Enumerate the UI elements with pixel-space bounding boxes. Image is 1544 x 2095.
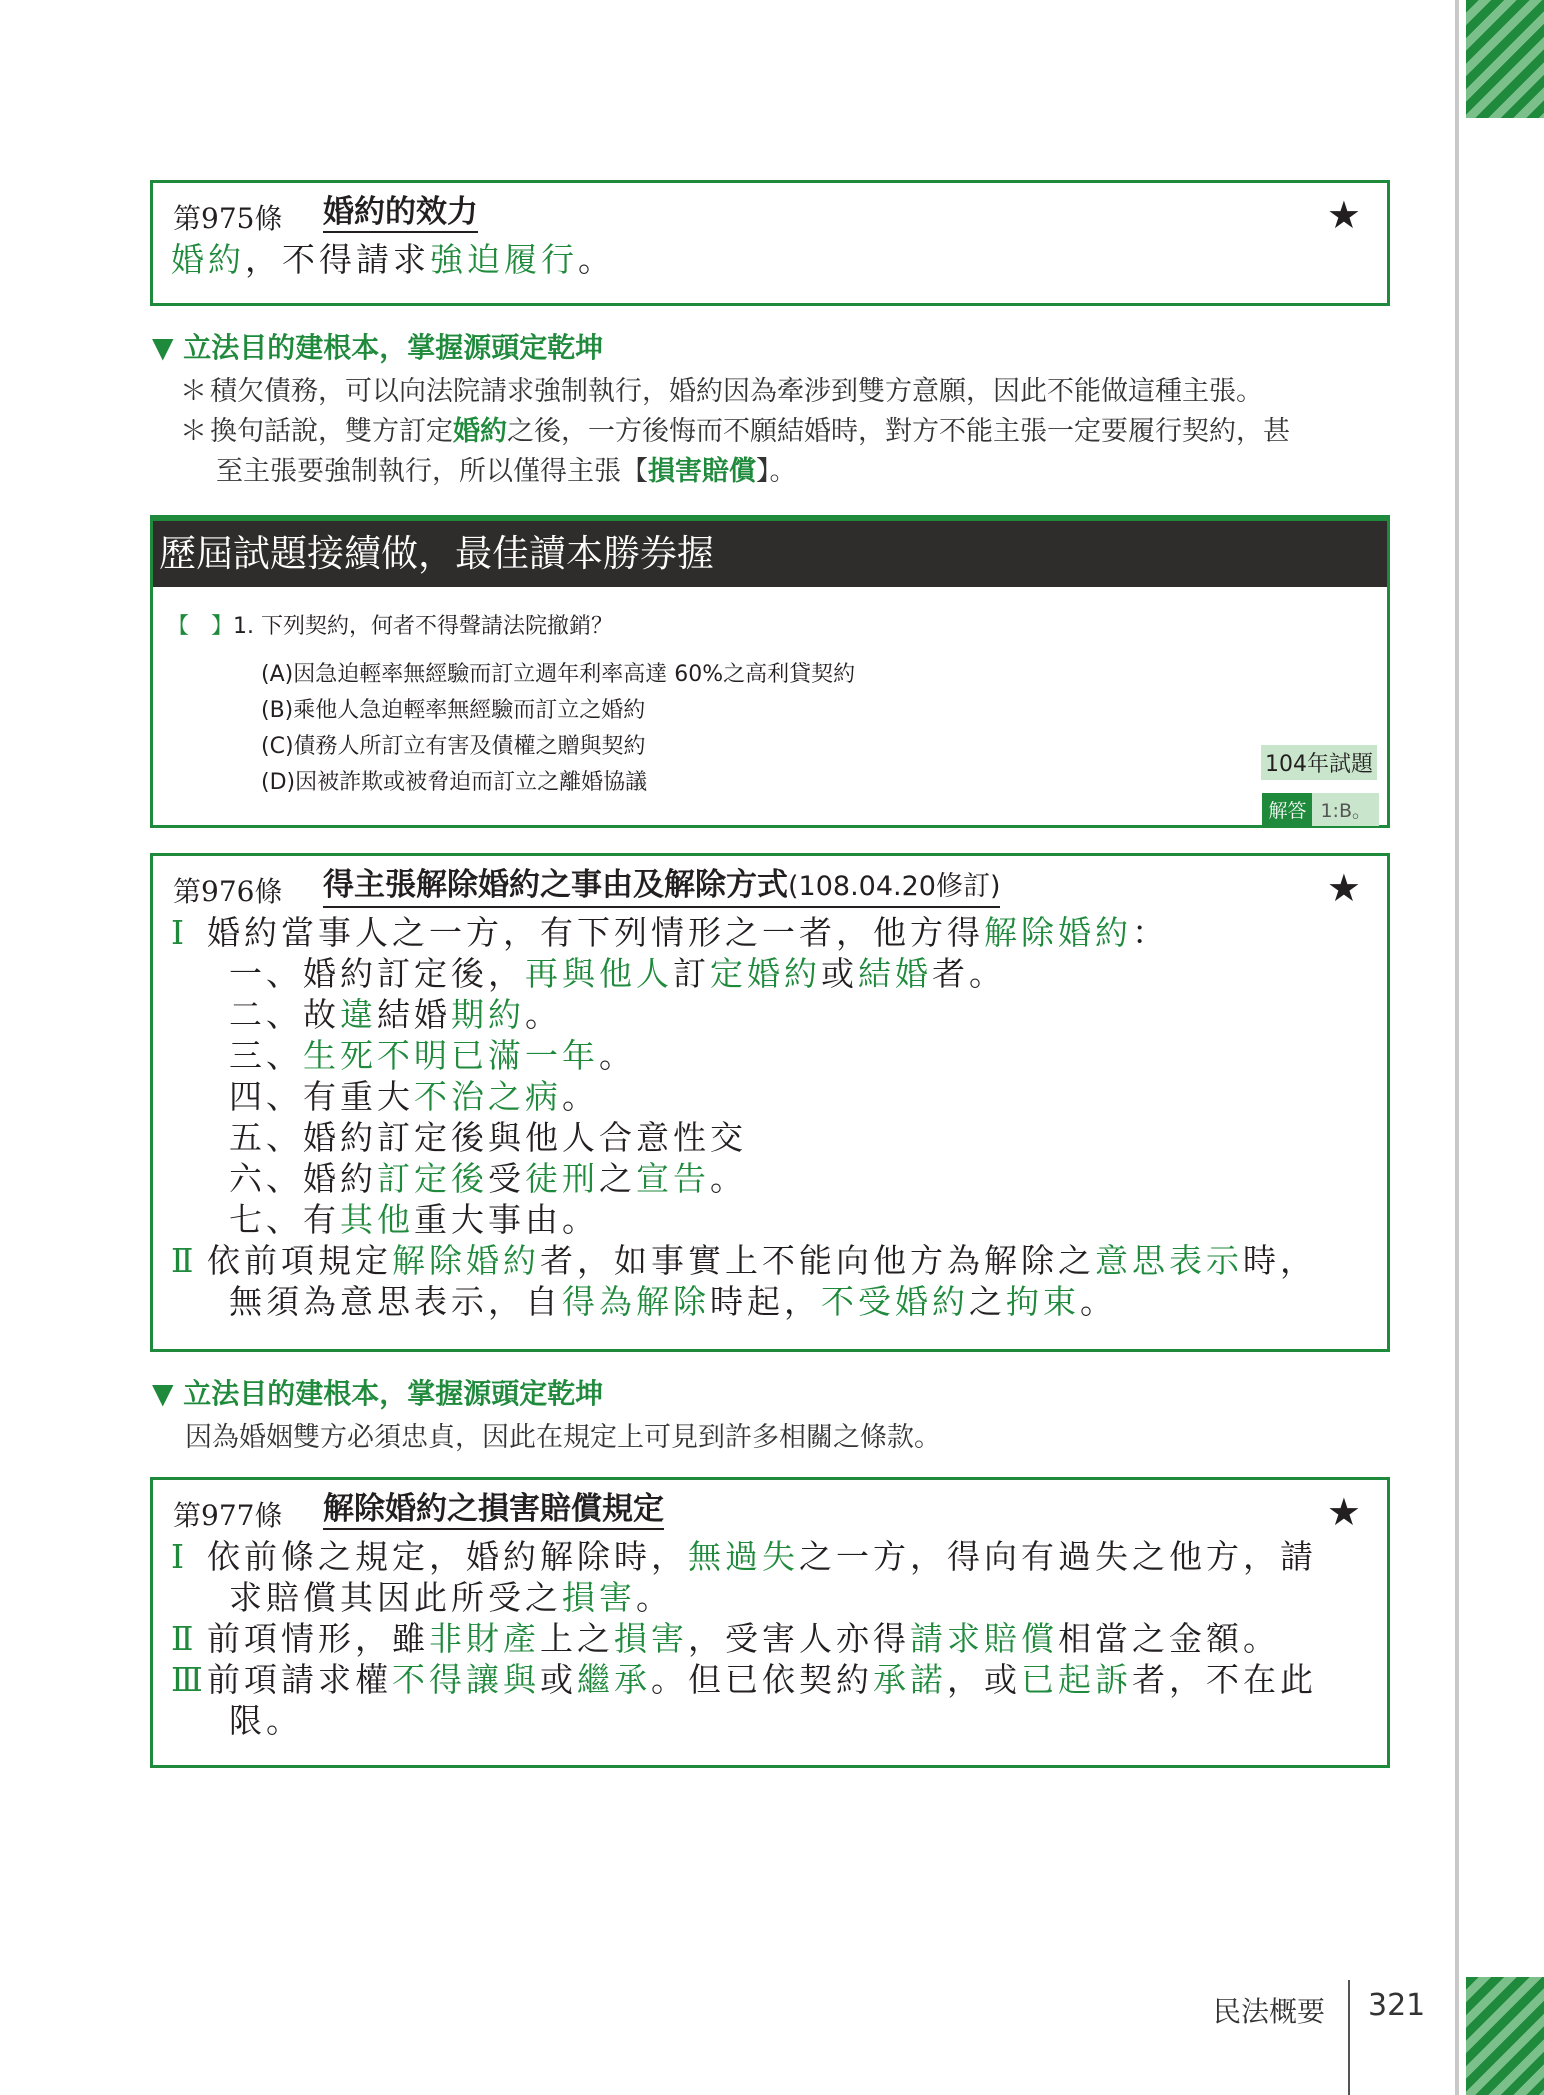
star-icon: ★ xyxy=(1326,193,1361,237)
article-number: 第976條 xyxy=(173,875,283,908)
text-segment: 二、故 xyxy=(229,995,340,1034)
text-segment: 者。 xyxy=(932,954,1006,993)
text-segment: 定婚約 xyxy=(710,954,821,993)
text-segment: 者，如事實上不能向他方為解除之 xyxy=(540,1241,1095,1280)
article-977-text xyxy=(153,1536,1387,1753)
legislative-heading: ▼ 立法目的建根本，掌握源頭定乾坤 xyxy=(152,331,604,364)
text-segment: 依前條之規定，婚約解除時， xyxy=(207,1537,688,1576)
article-number: 第977條 xyxy=(173,1499,283,1532)
text-segment: 。 xyxy=(710,1159,747,1198)
text-segment: ，受害人亦得 xyxy=(688,1619,910,1658)
footer-book-title: 民法概要 xyxy=(1213,1995,1326,2028)
text-segment: 前項請求權 xyxy=(207,1660,392,1699)
article-line xyxy=(171,1199,1369,1240)
text-segment: 七、有 xyxy=(229,1200,340,1239)
text-segment: 結婚 xyxy=(858,954,932,993)
text-segment: 之 xyxy=(969,1282,1006,1321)
answer-value: 1:B。 xyxy=(1312,793,1379,826)
article-line xyxy=(171,1536,1369,1577)
article-line xyxy=(171,1035,1369,1076)
article-line xyxy=(171,912,1369,953)
roman-numeral: Ⅱ xyxy=(171,1619,198,1658)
revision-date: (108.04.20修訂) xyxy=(788,871,1001,902)
text-segment: 前項情形，雖 xyxy=(207,1619,429,1658)
exam-answer xyxy=(1262,793,1379,826)
exam-option-b: (B)乘他人急迫輕率無經驗而訂立之婚約 xyxy=(261,698,646,723)
text-segment: ，不得請求 xyxy=(245,240,430,279)
text-segment: 解除婚約 xyxy=(984,913,1132,952)
article-title: 解除婚約之損害賠償規定 xyxy=(323,1490,664,1530)
article-line xyxy=(171,1076,1369,1117)
article-line xyxy=(171,1659,1369,1700)
text-segment: 六、婚約 xyxy=(229,1159,377,1198)
text-segment: 期約 xyxy=(451,995,525,1034)
text-segment: 其他 xyxy=(340,1200,414,1239)
text-segment: 。但已依契約 xyxy=(651,1660,873,1699)
text-segment: 婚約當事人之一方，有下列情形之一者，他方得 xyxy=(207,913,984,952)
article-line xyxy=(171,1240,1369,1281)
text-segment: 解除婚約 xyxy=(392,1241,540,1280)
legislative-heading: ▼ 立法目的建根本，掌握源頭定乾坤 xyxy=(152,1377,604,1410)
text-segment: 損害 xyxy=(562,1578,636,1617)
exam-bar-title: 歷屆試題接續做，最佳讀本勝券握 xyxy=(153,521,1387,587)
text-segment: 損害 xyxy=(614,1619,688,1658)
page-edge-line xyxy=(1455,0,1459,2095)
text-segment: ： xyxy=(1132,913,1169,952)
chapter-tab-bottom xyxy=(1466,1977,1544,2095)
exam-option-a: (A)因急迫輕率無經驗而訂立週年利率高達 60%之高利貸契約 xyxy=(261,662,856,687)
exam-option-d: (D)因被詐欺或被脅迫而訂立之離婚協議 xyxy=(261,770,648,795)
text-segment: 上之 xyxy=(540,1619,614,1658)
text-segment: 得為解除 xyxy=(562,1282,710,1321)
text-segment: 不受婚約 xyxy=(821,1282,969,1321)
text-segment: 。 xyxy=(599,1036,636,1075)
text-segment: 承諾 xyxy=(873,1660,947,1699)
article-line xyxy=(171,1158,1369,1199)
roman-numeral: Ⅰ xyxy=(171,913,189,952)
legislative-notes-975: ＊ 積欠債務，可以向法院請求強制執行，婚約因為牽涉到雙方意願，因此不能做這種主張。 ＊ 換句話說，雙方訂定婚約之後，一方後悔而不願結婚時，對方不能主張一定要履行契約，甚 至主張要強制執行，所以僅得主張【損害賠償】。 xyxy=(180,376,1290,487)
answer-label: 解答 xyxy=(1262,793,1312,826)
text-segment: 。 xyxy=(636,1578,673,1617)
article-line xyxy=(171,1618,1369,1659)
article-title: 婚約的效力 xyxy=(323,193,478,233)
text-segment: 。 xyxy=(562,1077,599,1116)
exam-box xyxy=(150,515,1390,828)
text-segment: 無須為意思表示，自 xyxy=(229,1282,562,1321)
text-segment: 或 xyxy=(540,1660,577,1699)
text-segment: 繼承 xyxy=(577,1660,651,1699)
answer-bracket: 【 】 xyxy=(167,614,234,639)
article-975-box xyxy=(150,180,1390,306)
article-976-box xyxy=(150,853,1390,1352)
text-segment: 重大事由。 xyxy=(414,1200,599,1239)
text-segment: 婚約 xyxy=(171,240,245,279)
article-number: 第975條 xyxy=(173,202,283,235)
text-segment: 求賠償其因此所受之 xyxy=(229,1578,562,1617)
legislative-notes-976: 因為婚姻雙方必須忠貞，因此在規定上可見到許多相關之條款。 xyxy=(185,1422,941,1453)
text-segment: 限。 xyxy=(229,1701,303,1740)
roman-numeral: Ⅰ xyxy=(171,1537,189,1576)
page-number: 321 xyxy=(1368,1988,1426,2023)
article-975-text xyxy=(171,239,1369,280)
article-977-box xyxy=(150,1477,1390,1768)
article-line xyxy=(171,1117,1369,1158)
footer-divider xyxy=(1348,1980,1350,2095)
text-segment: ，或 xyxy=(947,1660,1021,1699)
text-segment: 訂 xyxy=(673,954,710,993)
text-segment: 之 xyxy=(599,1159,636,1198)
text-segment: 徒刑 xyxy=(525,1159,599,1198)
exam-question: 【 】1. 下列契約，何者不得聲請法院撤銷？ xyxy=(167,614,614,639)
text-segment: 一、婚約訂定後， xyxy=(229,954,525,993)
text-segment: 意思表示 xyxy=(1095,1241,1243,1280)
article-line xyxy=(171,1281,1369,1322)
exam-option-c: (C)債務人所訂立有害及債權之贈與契約 xyxy=(261,734,646,759)
article-line xyxy=(171,994,1369,1035)
star-icon: ★ xyxy=(1326,1490,1361,1534)
text-segment: 者，不在此 xyxy=(1132,1660,1317,1699)
text-segment: 不得讓與 xyxy=(392,1660,540,1699)
text-segment: 。 xyxy=(1080,1282,1117,1321)
text-segment: 時起， xyxy=(710,1282,821,1321)
text-segment: 無過失 xyxy=(688,1537,799,1576)
article-line xyxy=(171,953,1369,994)
exam-year-badge: 104年試題 xyxy=(1261,745,1377,780)
roman-numeral: Ⅱ xyxy=(171,1241,198,1280)
text-segment: 宣告 xyxy=(636,1159,710,1198)
text-segment: 。 xyxy=(525,995,562,1034)
text-segment: 時， xyxy=(1243,1241,1317,1280)
text-segment: 已起訴 xyxy=(1021,1660,1132,1699)
text-segment: 結婚 xyxy=(377,995,451,1034)
article-title: 得主張解除婚約之事由及解除方式(108.04.20修訂) xyxy=(323,866,1000,908)
article-line xyxy=(171,1700,1369,1741)
text-segment: 不治之病 xyxy=(414,1077,562,1116)
article-line xyxy=(171,1577,1369,1618)
text-segment: 拘束 xyxy=(1006,1282,1080,1321)
text-segment: 三、 xyxy=(229,1036,303,1075)
text-segment: 訂定後 xyxy=(377,1159,488,1198)
chapter-tab-top xyxy=(1466,0,1544,118)
text-segment: 相當之金額。 xyxy=(1058,1619,1280,1658)
text-segment: 再與他人 xyxy=(525,954,673,993)
article-976-text xyxy=(153,912,1387,1334)
text-segment: 四、有重大 xyxy=(229,1077,414,1116)
text-segment: 或 xyxy=(821,954,858,993)
text-segment: 依前項規定 xyxy=(207,1241,392,1280)
text-segment: 之一方，得向有過失之他方，請 xyxy=(799,1537,1317,1576)
text-segment: 受 xyxy=(488,1159,525,1198)
text-segment: 五、婚約訂定後與他人合意性交 xyxy=(229,1118,747,1157)
text-segment: 強迫履行 xyxy=(430,240,578,279)
text-segment: 非財產 xyxy=(429,1619,540,1658)
text-segment: 違 xyxy=(340,995,377,1034)
star-icon: ★ xyxy=(1326,866,1361,910)
text-segment: 請求賠償 xyxy=(910,1619,1058,1658)
text-segment: 生死不明已滿一年 xyxy=(303,1036,599,1075)
roman-numeral: Ⅲ xyxy=(171,1660,207,1699)
text-segment: 。 xyxy=(578,240,615,279)
